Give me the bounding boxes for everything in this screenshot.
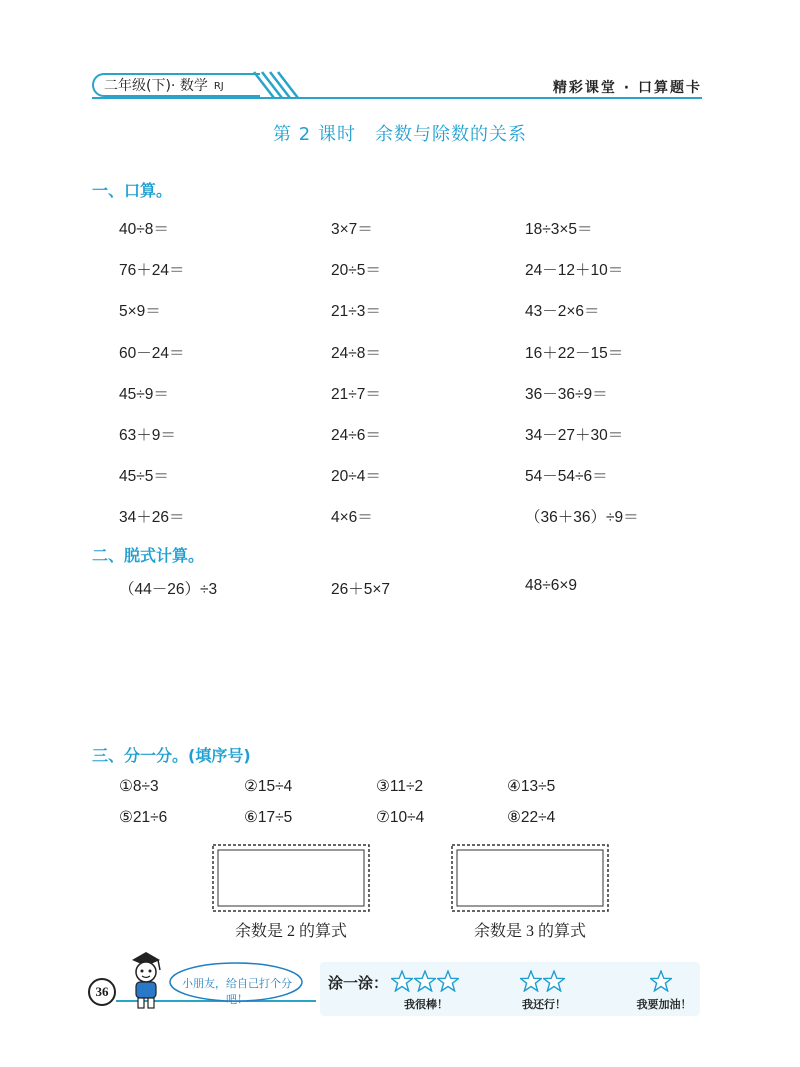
mental-math-item: 3×7＝ [331, 221, 373, 238]
sort-item: ⑧22÷4 [507, 809, 556, 826]
star-outline-icon[interactable] [414, 970, 436, 992]
star-outline-icon[interactable] [650, 970, 672, 992]
mental-math-item: 20÷5＝ [331, 262, 381, 279]
mental-math-item: 36－36÷9＝ [525, 386, 608, 403]
page-number: 36 [88, 978, 116, 1006]
star-outline-icon[interactable] [543, 970, 565, 992]
header-stripes-decoration [252, 70, 304, 100]
mental-math-item: 45÷5＝ [119, 468, 169, 485]
mental-math-item: 24÷6＝ [331, 427, 381, 444]
step-calc-item: 48÷6×9 [525, 577, 578, 594]
mental-math-item: 45÷9＝ [119, 386, 169, 403]
answer-box-remainder-3[interactable] [449, 842, 611, 914]
mental-math-item: 4×6＝ [331, 509, 373, 526]
rate-prompt: 涂一涂： [328, 974, 389, 992]
header-grade-subject-box [92, 73, 260, 97]
answer-box-caption: 余数是 3 的算式 [473, 923, 586, 940]
sort-item: ⑥17÷5 [244, 809, 293, 826]
mental-math-item: 60－24＝ [119, 345, 185, 362]
star-outline-icon[interactable] [520, 970, 542, 992]
mascot-illustration [124, 950, 168, 1012]
mental-math-item: 21÷7＝ [331, 386, 381, 403]
star-outline-icon[interactable] [437, 970, 459, 992]
mental-math-item: 21÷3＝ [331, 303, 381, 320]
star-outline-icon[interactable] [391, 970, 413, 992]
rating-label: 我要加油！ [636, 998, 692, 1011]
mental-math-item: 43－2×6＝ [525, 303, 600, 320]
mascot-speech: 小朋友，给自己打个分吧！ [182, 977, 292, 1006]
mental-math-item: 63＋9＝ [119, 427, 176, 444]
mental-math-item: 34－27＋30＝ [525, 427, 624, 444]
answer-box-caption: 余数是 2 的算式 [234, 923, 347, 940]
step-calc-item: （44－26）÷3 [119, 581, 218, 598]
rating-label: 我还行！ [522, 998, 566, 1011]
section2-title: 二、脱式计算。 [92, 546, 205, 565]
mental-math-item: 5×9＝ [119, 303, 161, 320]
section3-title: 三、分一分。(填序号) [92, 746, 251, 765]
mental-math-item: 24－12＋10＝ [525, 262, 624, 279]
mental-math-item: 34＋26＝ [119, 509, 185, 526]
mental-math-item: 54－54÷6＝ [525, 468, 608, 485]
sort-item: ⑦10÷4 [376, 809, 425, 826]
answer-box-remainder-2[interactable] [210, 842, 372, 914]
rating-label: 我很棒！ [404, 998, 448, 1011]
lesson-title: 第 2 课时 余数与除数的关系 [273, 124, 527, 145]
mental-math-item: 20÷4＝ [331, 468, 381, 485]
header-rule [92, 97, 702, 99]
sort-item: ④13÷5 [507, 778, 556, 795]
header-grade-subject: 二年级(下)· 数学 [104, 78, 208, 94]
section1-title: 一、口算。 [92, 181, 173, 200]
header-book-title: 精彩课堂 · 口算题卡 [552, 80, 702, 96]
sort-item: ①8÷3 [119, 778, 159, 795]
sort-item: ③11÷2 [376, 778, 424, 795]
step-calc-item: 26＋5×7 [331, 581, 391, 598]
mental-math-item: 18÷3×5＝ [525, 221, 593, 238]
header-edition: RJ [213, 81, 224, 92]
sort-item: ⑤21÷6 [119, 809, 168, 826]
mental-math-item: （36＋36）÷9＝ [525, 509, 639, 526]
mental-math-item: 76＋24＝ [119, 262, 185, 279]
sort-item: ②15÷4 [244, 778, 293, 795]
mental-math-item: 24÷8＝ [331, 345, 381, 362]
mental-math-item: 16＋22－15＝ [525, 345, 624, 362]
mental-math-item: 40÷8＝ [119, 221, 169, 238]
